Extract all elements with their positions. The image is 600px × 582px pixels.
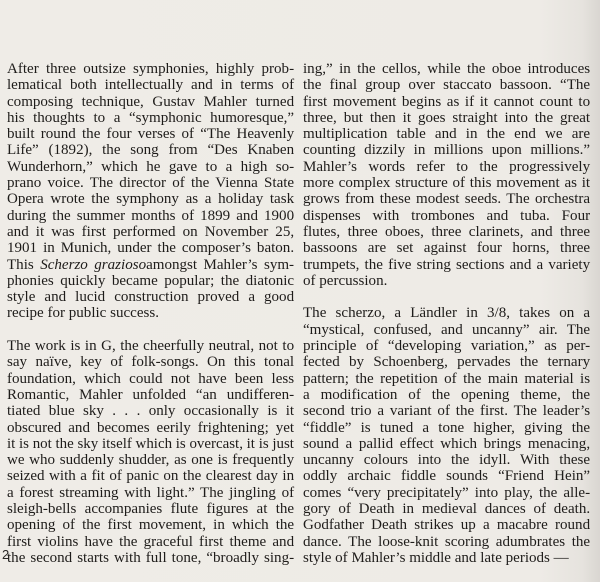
text-line: Godfather Death strikes up a macabre round bbox=[303, 516, 591, 534]
italic-title: Scherzo grazioso bbox=[40, 255, 147, 273]
text-run: This bbox=[7, 255, 41, 273]
text-line: Opera wrote the symphony as a holiday task bbox=[7, 190, 295, 208]
paragraph bbox=[303, 61, 593, 289]
text-line: his thoughts to a “symphonic humoresque,” bbox=[7, 108, 295, 126]
text-line: pattern; the repetition of the main material is bbox=[303, 369, 591, 387]
paragraph-gap bbox=[303, 289, 593, 305]
text-line: principle of “developing variation,” as per- bbox=[303, 337, 591, 355]
text-line: style and lucid construction proved a good bbox=[7, 288, 295, 306]
text-line: “fiddle” is tuned a tone higher, giving the bbox=[303, 418, 591, 436]
paragraph bbox=[7, 338, 297, 566]
text-line: first movement begins as if it cannot count to bbox=[303, 92, 591, 110]
text-line: it is not the sky itself which is overcast, it is just bbox=[7, 434, 294, 452]
text-run: amongst Mahler’s sym- bbox=[146, 255, 295, 273]
text-line: Romantic, Mahler unfolded “an undifferen- bbox=[7, 385, 295, 403]
text-line: The work is in G, the cheerfully neutral, not to bbox=[7, 337, 295, 355]
text-line: uncanny colours into the idyll. With these bbox=[303, 451, 591, 469]
text-line: second trio a variant of the first. The leader’s bbox=[303, 402, 591, 420]
text-line: built round the four verses of “The Heavenly bbox=[7, 125, 295, 143]
right-column bbox=[303, 61, 593, 566]
text-line: style of Mahler’s middle and late periods — bbox=[303, 548, 569, 566]
text-line: prano voice. The director of the Vienna State bbox=[7, 174, 295, 192]
text-line: seized with a fit of panic on the clearest day in bbox=[7, 467, 295, 485]
text-line: a forest streaming with light.” The jingling of bbox=[7, 483, 295, 501]
text-line bbox=[7, 257, 294, 273]
text-line: gory of Death in medieval dances of death. bbox=[303, 500, 591, 518]
text-line: sound a pallid effect which brings menacing, bbox=[303, 434, 591, 452]
text-line: tiated blue sky . . . only occasionally is it bbox=[7, 402, 295, 420]
text-line: flutes, three oboes, three clarinets, and three bbox=[303, 222, 591, 240]
text-line: we who suddenly shudder, as one is frequently bbox=[7, 451, 295, 469]
text-line: phonies quickly became popular; the diatonic bbox=[7, 271, 295, 289]
text-line: three, but then it goes straight into the great bbox=[303, 108, 591, 126]
text-line: ing,” in the cellos, while the oboe introduces bbox=[303, 60, 591, 77]
text-line: comes “very precipitately” into play, the alle- bbox=[303, 483, 591, 501]
text-line: oddly archaic fiddle sounds “Friend Hein” bbox=[303, 467, 591, 485]
paragraph bbox=[303, 305, 593, 566]
text-line: recipe for public success. bbox=[7, 304, 159, 322]
text-line: 1901 in Munich, under the composer’s baton. bbox=[7, 239, 295, 257]
text-line: grows from these modest seeds. The orchestra bbox=[303, 190, 591, 208]
text-line: of percussion. bbox=[303, 271, 388, 289]
text-line: multiplication table and in the end we are bbox=[303, 125, 591, 143]
text-line: The scherzo, a Ländler in 3/8, takes on a bbox=[303, 304, 591, 322]
page-number: 2 bbox=[2, 547, 10, 562]
text-line: the second starts with full tone, “broadly sing- bbox=[7, 548, 295, 566]
text-line: sleigh-bells accompanies flute figures at the bbox=[7, 500, 295, 518]
text-line: lematical both intellectually and in terms of bbox=[7, 76, 295, 94]
text-line: Wunderhorn,” which he gave to a high so- bbox=[7, 157, 295, 175]
text-line: counting dizzily in millions upon millions.” bbox=[303, 141, 591, 159]
text-line: more complex structure of this movement as it bbox=[303, 174, 591, 192]
text-line: trumpets, the five string sections and a variety bbox=[303, 255, 591, 273]
text-line: Mahler’s words refer to the progressively bbox=[303, 157, 591, 175]
text-line: foundation, which could not have been less bbox=[7, 369, 295, 387]
text-line: during the summer months of 1899 and 1900 bbox=[7, 206, 295, 224]
text-line: bassoons are set against four horns, three bbox=[303, 239, 591, 257]
left-column bbox=[7, 61, 297, 566]
text-line: first violins have the graceful first theme and bbox=[7, 532, 295, 550]
text-line: “mystical, confused, and uncanny” air. The bbox=[303, 320, 591, 338]
text-line: the final group over staccato bassoon. “The bbox=[303, 76, 591, 94]
text-line: fected by Schoenberg, pervades the ternary bbox=[303, 353, 591, 371]
text-line: dispenses with trombones and tuba. Four bbox=[303, 206, 591, 224]
text-line: composing technique, Gustav Mahler turned bbox=[7, 92, 295, 110]
text-line: After three outsize symphonies, highly prob- bbox=[7, 60, 295, 77]
text-line: obscured and becomes eerily frightening; yet bbox=[7, 418, 295, 436]
text-line: a modification of the opening theme, the bbox=[303, 385, 591, 403]
paragraph bbox=[7, 61, 297, 322]
text-line: Life” (1892), the song from “Des Knaben bbox=[7, 141, 295, 159]
paragraph-gap bbox=[7, 322, 297, 338]
text-line: dance. The loose-knit scoring adumbrates the bbox=[303, 532, 591, 550]
text-line: and it was first performed on November 25, bbox=[7, 222, 295, 240]
text-line: say naïve, key of folk-songs. On this tonal bbox=[7, 353, 295, 371]
text-line: opening of the first movement, in which the bbox=[7, 516, 295, 534]
